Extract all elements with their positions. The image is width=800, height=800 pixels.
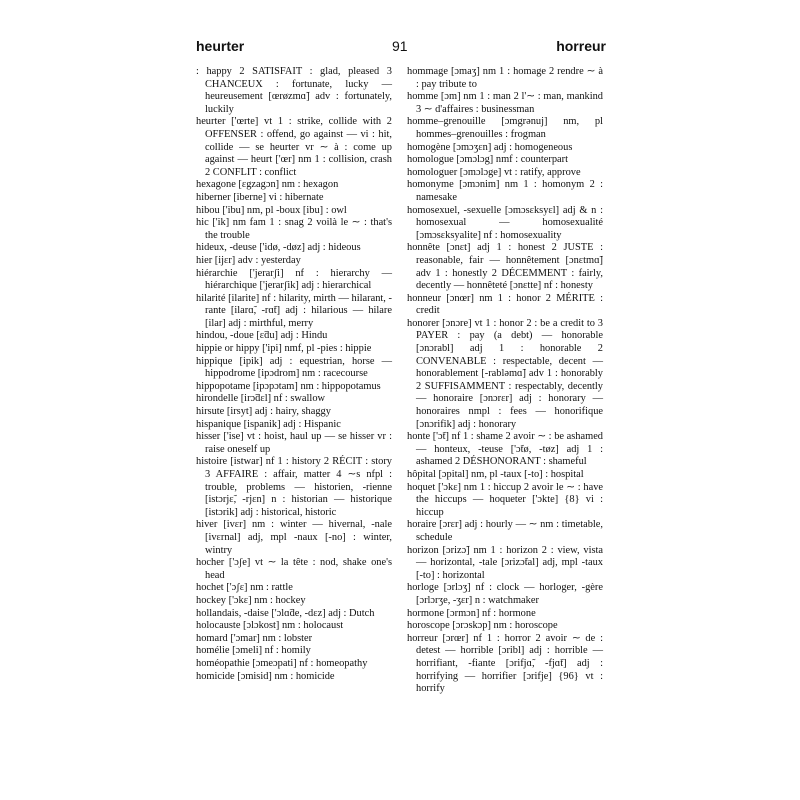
dictionary-entry: : happy 2 SATISFAIT : glad, pleased 3 CHANCEUX : fortunate, lucky — heureusement [œrøzmɑ̃] adv : fortunately, luckily xyxy=(196,66,392,115)
dictionary-entry: hirondelle [irɔ̃dɛl] nf : swallow xyxy=(196,393,326,405)
dictionary-entry: heurter ['œrte] vt 1 : strike, collide with 2 OFFENSER : offend, go against — vi : hit, collide — se heurter vr ∼ à : come up against — heurt ['œr] nm 1 : collision, crash 2 CONFLIT : conflict xyxy=(196,116,392,178)
dictionary-entry: homard ['ɔmar] nm : lobster xyxy=(196,632,313,644)
dictionary-entry: hindou, -doue [ɛ̃du] adj : Hindu xyxy=(196,330,328,342)
guide-word-left: heurter xyxy=(196,38,245,54)
right-column xyxy=(407,66,603,696)
dictionary-entry: homologuer [ɔmɔlɔge] vt : ratify, approve xyxy=(407,166,581,178)
dictionary-entry: hockey ['ɔkɛ] nm : hockey xyxy=(196,594,306,606)
dictionary-entry: hôpital [ɔpital] nm, pl -taux [-to] : hospital xyxy=(407,469,584,480)
dictionary-entry: hollandais, -daise ['ɔlɑ̃de, -dɛz] adj : Dutch xyxy=(196,607,375,619)
dictionary-entry: horoscope [ɔrɔskɔp] nm : horoscope xyxy=(407,620,558,632)
page-header xyxy=(196,38,606,58)
dictionary-entry: hochet ['ɔʃɛ] nm : rattle xyxy=(196,582,293,594)
dictionary-entry: homonyme [ɔmɔnim] nm 1 : homonym 2 : namesake xyxy=(407,179,603,203)
dictionary-entry: hippie or hippy ['ipi] nmf, pl -pies : hippie xyxy=(196,343,372,355)
dictionary-entry: hideux, -deuse ['idø, -døz] adj : hideous xyxy=(196,242,361,254)
dictionary-entry: homogène [ɔmɔʒɛn] adj : homogeneous xyxy=(407,141,573,153)
guide-word-right: horreur xyxy=(556,38,606,54)
dictionary-entry: hirsute [irsyt] adj : hairy, shaggy xyxy=(196,406,331,418)
dictionary-entry: hormone [ɔrmɔn] nf : hormone xyxy=(407,607,536,619)
dictionary-entry: horizon [ɔrizɔ̃] nm 1 : horizon 2 : view, vista — horizontal, -tale [ɔrizɔ̃tal] adj, mpl -taux [-to] : horizontal xyxy=(407,544,603,581)
dictionary-entry: hocher ['ɔʃe] vt ∼ la tête : nod, shake one's head xyxy=(196,557,392,581)
dictionary-entry: homme–grenouille [ɔmgrənuj] nm, pl hommes–grenouilles : frogman xyxy=(407,116,603,140)
page-number: 91 xyxy=(392,38,408,54)
left-column xyxy=(196,66,392,683)
dictionary-entry: honneur [ɔnœr] nm 1 : honor 2 MÉRITE : credit xyxy=(407,292,603,317)
dictionary-entry: hilarité [ilarite] nf : hilarity, mirth — hilarant, -rante [ilarɑ̃, -rɑ̃t] adj : hilarious — hilare [ilar] adj : mirthful, merry xyxy=(196,292,392,329)
dictionary-entry: homme [ɔm] nm 1 : man 2 l'∼ : man, mankind 3 ∼ d'affaires : businessman xyxy=(407,91,603,115)
dictionary-entry: hiver [ivɛr] nm : winter — hivernal, -nale [ivɛrnal] adj, mpl -naux [-no] : winter, wintry xyxy=(196,519,392,556)
dictionary-entry: hispanique [ispanik] adj : Hispanic xyxy=(196,418,341,430)
dictionary-entry: homéopathie [ɔmeɔpati] nf : homeopathy xyxy=(196,657,368,669)
dictionary-entry: histoire [istwar] nf 1 : history 2 RÉCIT : story 3 AFFAIRE : affair, matter 4 ∼s nfpl : trouble, problems — historien, -rienne [istɔrjɛ̃, -rjɛn] n : historian — historique [istɔrik] adj : historical, historic xyxy=(196,456,392,518)
dictionary-entry: hoquet ['ɔkɛ] nm 1 : hiccup 2 avoir le ∼ : have the hiccups — hoqueter ['ɔkte] {8} vi : hiccup xyxy=(407,481,603,518)
dictionary-entry: holocauste [ɔlɔkost] nm : holocaust xyxy=(196,620,344,632)
dictionary-entry: hippique [ipik] adj : equestrian, horse — hippodrome [ipɔdrom] nm : racecourse xyxy=(196,355,392,380)
dictionary-entry: honorer [ɔnɔre] vt 1 : honor 2 : be a credit to 3 PAYER : pay (a debt) — honorable [ɔnɔrabl] adj 1 : honorable 2 CONVENABLE : respectable, decent — honorablement [-rabləmɑ̃] adv 1 : honorably 2 SUFFISAMMENT : respectably, decently — honoraire [ɔnɔrɛr] adj : honorary — honoraires nmpl : fees — honorifique [ɔnɔrifik] adj : honorary xyxy=(407,317,603,430)
dictionary-entry: hiberner [iberne] vi : hibernate xyxy=(196,191,324,203)
dictionary-entry: homosexuel, -sexuelle [ɔmɔsɛksyɛl] adj & n : homosexual — homosexualité [ɔmɔsɛksyalite] nf : homosexuality xyxy=(407,204,603,241)
dictionary-entry: horreur [ɔrœr] nf 1 : horror 2 avoir ∼ de : detest — horrible [ɔribl] adj : horrible — horrifiant, -fiante [ɔrifjɑ̃, -fjɑ̃t] adj : horrifying — horrifier [ɔrifje] {96} vt : horrify xyxy=(407,632,603,695)
dictionary-entry: hommage [ɔmaʒ] nm 1 : homage 2 rendre ∼ à : pay tribute to xyxy=(407,66,603,90)
dictionary-entry: hisser ['ise] vt : hoist, haul up — se hisser vr : raise oneself up xyxy=(196,431,392,455)
dictionary-entry: hibou ['ibu] nm, pl -boux [ibu] : owl xyxy=(196,204,347,216)
dictionary-entry: horaire [ɔrɛr] adj : hourly — ∼ nm : timetable, schedule xyxy=(407,519,603,543)
dictionary-entry: homélie [ɔmeli] nf : homily xyxy=(196,645,311,657)
dictionary-entry: hexagone [ɛgzagɔn] nm : hexagon xyxy=(196,179,339,191)
dictionary-entry: homologue [ɔmɔlɔg] nmf : counterpart xyxy=(407,154,568,166)
dictionary-entry: homicide [ɔmisid] nm : homicide xyxy=(196,670,335,682)
dictionary-entry: honte ['ɔ̃t] nf 1 : shame 2 avoir ∼ : be ashamed — honteux, -teuse ['ɔ̃tø, -tøz] adj 1 : ashamed 2 DÉSHONORANT : shameful xyxy=(407,431,603,468)
dictionary-entry: hier [ijɛr] adv : yesterday xyxy=(196,254,301,266)
dictionary-entry: honnête [ɔnɛt] adj 1 : honest 2 JUSTE : reasonable, fair — honnêtement [ɔnɛtmɑ̃] adv 1 : honestly 2 DÉCEMMENT : fairly, decently — honnêteté [ɔnɛtte] nf : honesty xyxy=(407,242,603,292)
dictionary-entry: hic ['ik] nm fam 1 : snag 2 voilà le ∼ : that's the trouble xyxy=(196,217,392,241)
dictionary-entry: horloge [ɔrlɔʒ] nf : clock — horloger, -gère [ɔrlɔrʒe, -ʒɛr] n : watchmaker xyxy=(407,582,603,606)
dictionary-entry: hiérarchie ['jerarʃi] nf : hierarchy — hiérarchique ['jerarʃik] adj : hierarchical xyxy=(196,267,392,292)
dictionary-entry: hippopotame [ipɔpɔtam] nm : hippopotamus xyxy=(196,380,381,392)
